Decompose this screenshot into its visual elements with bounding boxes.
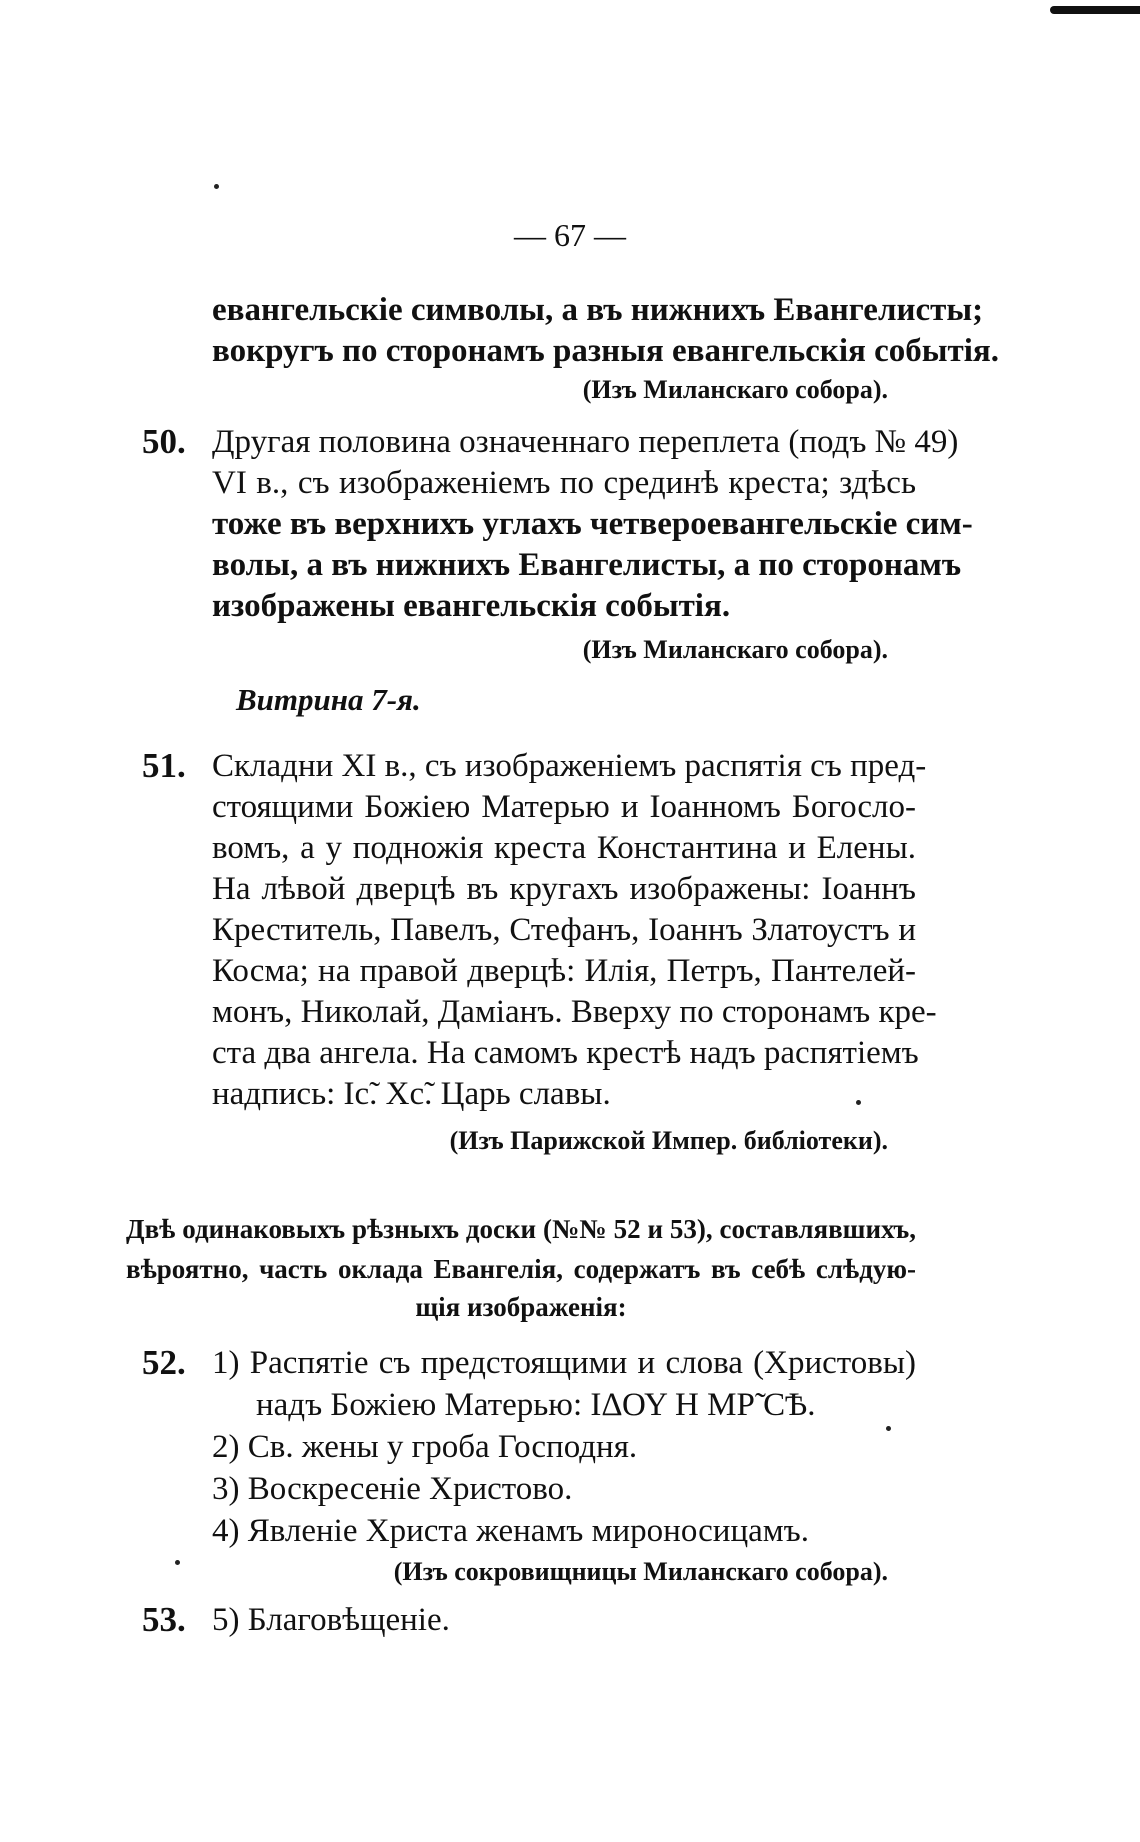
text-line: На лѣвой дверцѣ въ кругахъ изображены: Іоаннъ — [212, 871, 916, 907]
text-line: Другая половина означеннаго переплета (подъ № 49) — [212, 424, 959, 460]
source-citation: (Изъ Миланскаго собора). — [582, 375, 888, 404]
text-line: Косма; на правой дверцѣ: Илія, Петръ, Пантелей- — [212, 953, 916, 989]
entry-number: 52. — [142, 1343, 186, 1382]
ink-speck — [214, 184, 219, 189]
text-line: VI в., съ изображеніемъ по срединѣ креста; здѣсь — [212, 465, 916, 501]
text-line: надпись: Іс̃. Хс̃. Царь славы. — [212, 1076, 611, 1112]
text-line: 2) Св. жены у гроба Господня. — [212, 1429, 638, 1465]
text-line: изображены евангельскія событія. — [212, 588, 731, 624]
text-line: 1) Распятіе съ предстоящими и слова (Христовы) — [212, 1345, 916, 1381]
group-heading-line: Двѣ одинаковыхъ рѣзныхъ доски (№№ 52 и 53), составлявшихъ, — [126, 1214, 916, 1244]
text-line: евангельскіе символы, а въ нижнихъ Евангелисты; — [212, 292, 984, 328]
text-line: вокругъ по сторонамъ разныя евангельскія событія. — [212, 333, 999, 369]
source-citation: (Изъ Парижской Импер. библіотеки). — [449, 1126, 888, 1155]
text-line: ста два ангела. На самомъ крестѣ надъ распятіемъ — [212, 1035, 919, 1071]
text-line: монъ, Николай, Даміанъ. Вверху по сторонамъ кре- — [212, 994, 937, 1030]
scan-edge-mark — [1050, 6, 1140, 14]
source-citation: (Изъ сокровищницы Миланскаго собора). — [393, 1557, 888, 1586]
ink-speck — [856, 1100, 861, 1105]
entry-number: 50. — [142, 422, 186, 461]
text-line: стоящими Божіею Матерью и Іоанномъ Богосло- — [212, 789, 916, 825]
source-citation: (Изъ Миланскаго собора). — [582, 635, 888, 664]
text-line: Складни XI в., съ изображеніемъ распятія съ пред- — [212, 748, 927, 784]
text-line: 4) Явленіе Христа женамъ мироносицамъ. — [212, 1513, 809, 1549]
text-line: 5) Благовѣщеніе. — [212, 1602, 450, 1638]
text-line: 3) Воскресеніе Христово. — [212, 1471, 573, 1507]
vitrina-heading: Витрина 7-я. — [236, 682, 421, 717]
text-line: волы, а въ нижнихъ Евангелисты, а по сторонамъ — [212, 547, 962, 583]
group-heading-line: вѣроятно, часть оклада Евангелія, содержатъ въ себѣ слѣдую- — [126, 1254, 916, 1284]
text-line: тоже въ верхнихъ углахъ четвероевангельскіе сим- — [212, 506, 973, 542]
text-line: Креститель, Павелъ, Стефанъ, Іоаннъ Златоустъ и — [212, 912, 916, 948]
text-line: вомъ, а у подножія креста Константина и Елены. — [212, 830, 916, 866]
group-heading-line: щія изображенія: — [415, 1292, 627, 1322]
entry-number: 51. — [142, 746, 186, 785]
page-number: — 67 — — [514, 217, 626, 253]
text-line: надъ Божіею Матерью: ΙΔΟΥ Η ΜР̃ СѢ. — [256, 1387, 816, 1423]
ink-speck — [175, 1560, 180, 1565]
entry-number: 53. — [142, 1600, 186, 1639]
ink-speck — [886, 1426, 891, 1431]
